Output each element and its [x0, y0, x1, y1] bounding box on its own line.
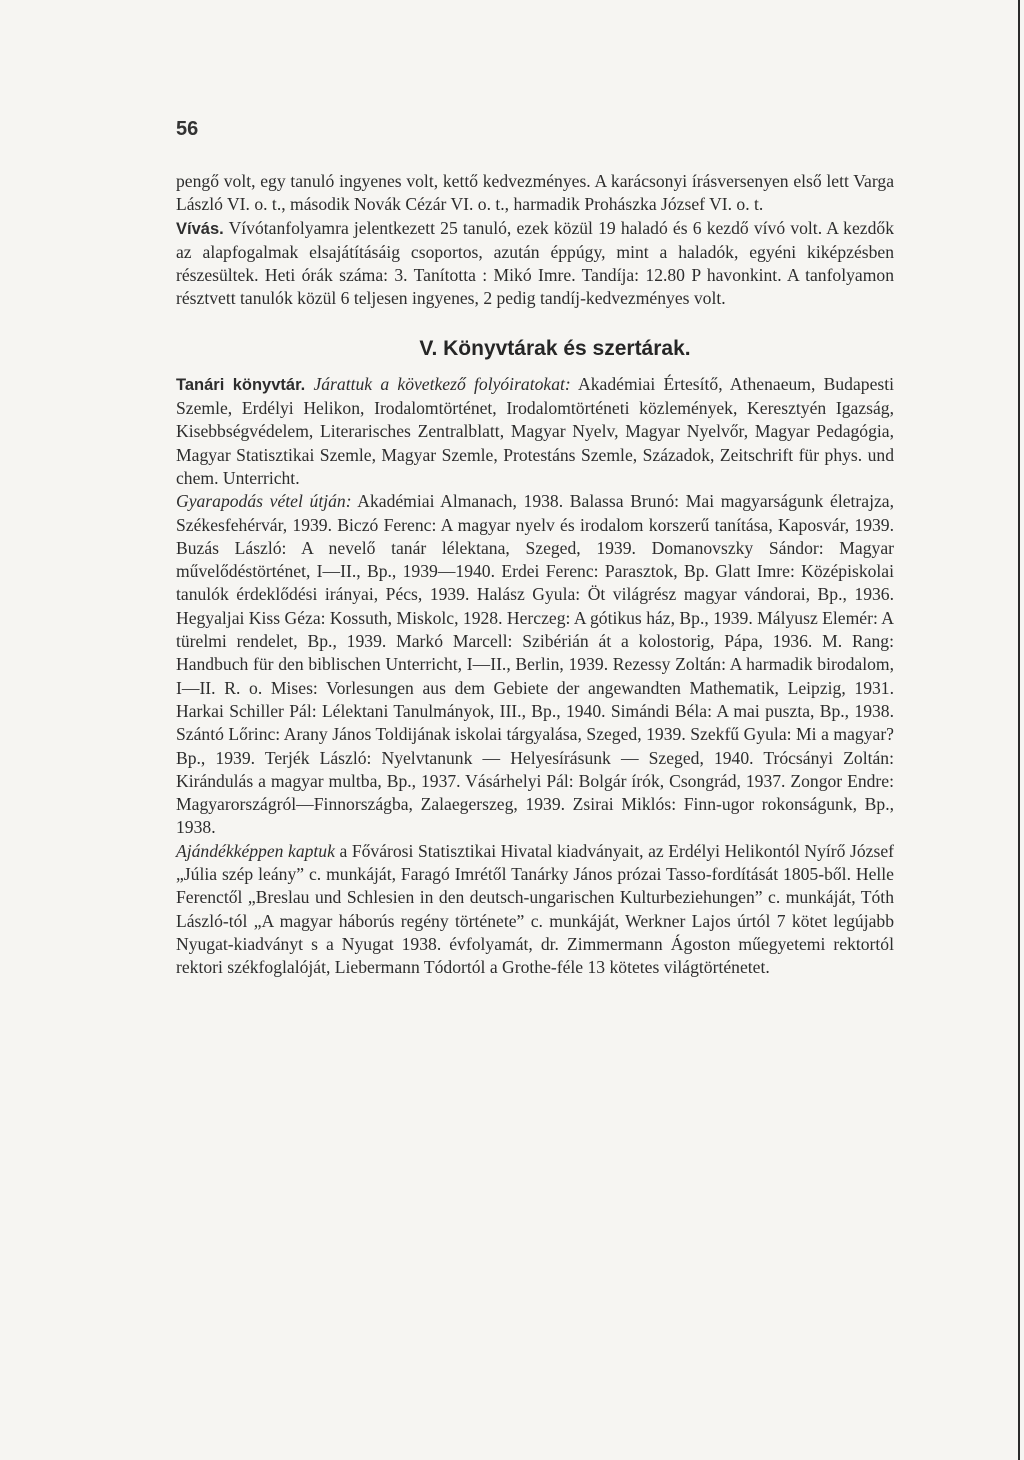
- library-heading: Tanári könyvtár.: [176, 375, 306, 394]
- page-edge-line: [1018, 0, 1020, 1460]
- library-purchase-paragraph: [176, 490, 894, 839]
- library-subscriptions-paragraph: [176, 373, 894, 490]
- page-content: [176, 170, 894, 980]
- fencing-paragraph: [176, 217, 894, 311]
- library-gift-paragraph: [176, 840, 894, 980]
- purchase-label: Gyarapodás vétel útján:: [176, 491, 352, 512]
- fencing-text: Vívótanfolyamra jelentkezett 25 tanuló, ezek közül 19 haladó és 6 kezdő vívó volt. A kezdők az alapfogalmak elsajátításáig csoportos, azután éppúgy, mint a haladók, egyéni kiképzésben részesültek. Heti órák száma: 3. Tanította : Mikó Imre. Tandíja: 12.80 P havonkint. A tanfolyamon résztvett tanulók közül 6 teljesen ingyenes, 2 pedig tandíj-kedvezményes volt.: [176, 217, 894, 309]
- subscriptions-label: Járattuk a következő folyóiratokat:: [313, 373, 571, 394]
- fencing-heading: Vívás.: [176, 219, 224, 238]
- gift-label: Ajándékképpen kaptuk: [176, 840, 335, 861]
- subscriptions-text: Akadémiai Értesítő, Athenaeum, Budapesti Szemle, Erdélyi Helikon, Irodalomtörténet, Irodalomtörténeti közlemények, Keresztyén Igazság, Kisebbségvédelem, Literarisches Zentralblatt, Magyar Nyelv, Magyar Nyelvőr, Magyar Pedagógia, Magyar Statisztikai Szemle, Magyar Szemle, Protestáns Szemle, Századok, Zeitschrift für phys. und chem. Unterricht.: [176, 373, 894, 488]
- page-number: 56: [176, 118, 199, 140]
- section-title: V. Könyvtárak és szertárak.: [419, 336, 691, 360]
- intro-text: pengő volt, egy tanuló ingyenes volt, kettő kedvezményes. A karácsonyi írásversenyen első lett Varga László VI. o. t., második Novák Cézár VI. o. t., harmadik Prohászka József VI. o. t.: [176, 171, 894, 215]
- gift-text: a Fővárosi Statisztikai Hivatal kiadványait, az Erdélyi Helikontól Nyírő József „Júlia szép leány” c. munkáját, Faragó Imrétől Tanárky János prózai Tasso-fordítását 1805-ből. Helle Ferenctől „Breslau und Schlesien in den deutsch-ungarischen Kulturbeziehungen” c. munkáját, Tóth László-tól „A magyar háborús regény története” c. munkáját, Werkner Lajos úrtól 7 kötet legújabb Nyugat-kiadványt s a Nyugat 1938. évfolyamát, dr. Zimmermann Ágoston műegyetemi rektortól rektori székfoglalóját, Liebermann Tódortól a Grothe-féle 13 kötetes világtörténetet.: [176, 840, 894, 978]
- purchase-text: Akadémiai Almanach, 1938. Balassa Brunó: Mai magyarságunk életrajza, Székesfehérvár, 1939. Biczó Ferenc: A magyar nyelv és irodalom korszerű tanítása, Kaposvár, 1939. Buzás László: A nevelő tanár lélektana, Szeged, 1939. Domanovszky Sándor: Magyar művelődéstörténet, I—II., Bp., 1939—1940. Erdei Ferenc: Parasztok, Bp. Glatt Imre: Középiskolai tanulók érdeklődési irányai, Pécs, 1939. Halász Gyula: Öt világrész magyar vándorai, Bp., 1936. Hegyaljai Kiss Géza: Kossuth, Miskolc, 1928. Herczeg: A gótikus ház, Bp., 1939. Mályusz Elemér: A türelmi rendelet, Bp., 1939. Markó Marcell: Szibérián át a kolostorig, Pápa, 1936. M. Rang: Handbuch für den biblischen Unterricht, I—II., Berlin, 1939. Rezessy Zoltán: A harmadik birodalom, I—II. R. o. Mises: Vorlesungen aus dem Gebiete der angewandten Mathematik, Leipzig, 1931. Harkai Schiller Pál: Lélektani Tanulmányok, III., Bp., 1940. Simándi Béla: A mai puszta, Bp., 1938. Szántó Lőrinc: Arany János Toldijának iskolai tárgyalása, Szeged, 1939. Szekfű Gyula: Mi a magyar? Bp., 1939. Terjék László: Nyelvtanunk — Helyesírásunk — Szeged, 1940. Trócsányi Zoltán: Kirándulás a magyar multba, Bp., 1937. Vásárhelyi Pál: Bolgár írók, Csongrád, 1937. Zongor Endre: Magyarországról—Finnországba, Zalaegerszeg, 1939. Zsirai Miklós: Finn-ugor rokonságunk, Bp., 1938.: [176, 491, 894, 838]
- intro-paragraph: [176, 170, 894, 217]
